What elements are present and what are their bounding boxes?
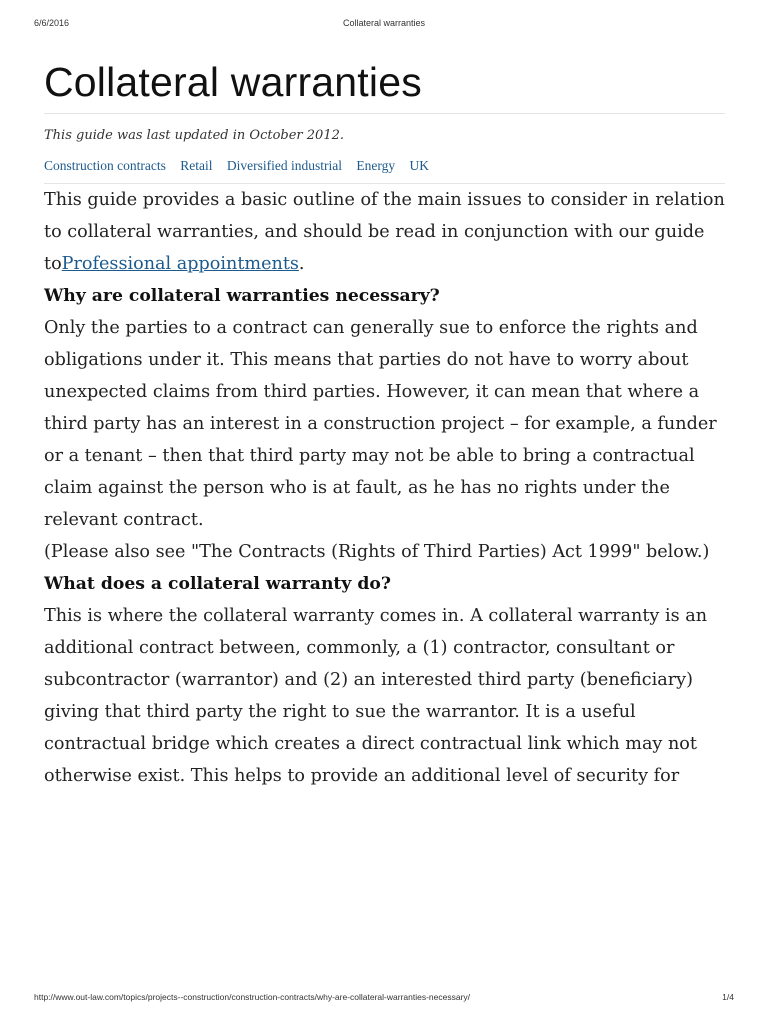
tag-link-retail[interactable]: Retail bbox=[180, 158, 213, 173]
what-paragraph: This is where the collateral warranty comes in. A collateral warranty is an additional contract between, commonly, a (1) contractor, consultant or subcontractor (warrantor) and (2) an interested third party (beneficiary) giving that third party the right to sue the warrantor. It is a useful contractual bridge which creates a direct contractual link which may not otherwise exist. This helps to provide an additional level of security for bbox=[44, 606, 708, 786]
intro-paragraph bbox=[44, 184, 725, 280]
print-header bbox=[34, 18, 734, 32]
intro-text-end: . bbox=[298, 254, 305, 274]
page-number: 1/4 bbox=[722, 992, 734, 1002]
title-divider bbox=[44, 113, 725, 114]
print-date: 6/6/2016 bbox=[34, 18, 70, 28]
section-heading-what: What does a collateral warranty do? bbox=[44, 574, 391, 594]
tag-link-diversified-industrial[interactable]: Diversified industrial bbox=[226, 158, 342, 173]
print-footer bbox=[34, 992, 734, 1006]
why-paragraph: Only the parties to a contract can generally sue to enforce the rights and obligations under it. This means that parties do not have to worry about unexpected claims from third parties. However, it can mean that where a third party has an interest in a construction project – for example, a funder or a tenant – then that third party may not be able to bring a contractual claim against the person who is at fault, as he has no rights under the relevant contract. bbox=[44, 318, 717, 530]
tag-link-uk[interactable]: UK bbox=[409, 158, 429, 173]
article-body bbox=[44, 184, 725, 792]
professional-appointments-link[interactable]: Professional appointments bbox=[61, 254, 299, 274]
last-updated-note: This guide was last updated in October 2012. bbox=[44, 128, 344, 143]
page-title: Collateral warranties bbox=[44, 59, 422, 105]
article bbox=[44, 56, 725, 792]
intro-text: This guide provides a basic outline of the main issues to consider in relation to collateral warranties, and should be read in conjunction with our guide to bbox=[44, 190, 725, 274]
section-heading-why: Why are collateral warranties necessary? bbox=[44, 286, 440, 306]
print-page-title: Collateral warranties bbox=[342, 18, 426, 28]
topic-tags bbox=[44, 156, 725, 176]
print-url: http://www.out-law.com/topics/projects--construction/construction-contracts/why-are-collateral-warranties-necessary/ bbox=[34, 992, 471, 1002]
tag-link-energy[interactable]: Energy bbox=[356, 158, 396, 173]
third-parties-note: (Please also see "The Contracts (Rights of Third Parties) Act 1999" below.) bbox=[44, 542, 710, 562]
tag-link-construction-contracts[interactable]: Construction contracts bbox=[44, 158, 166, 173]
